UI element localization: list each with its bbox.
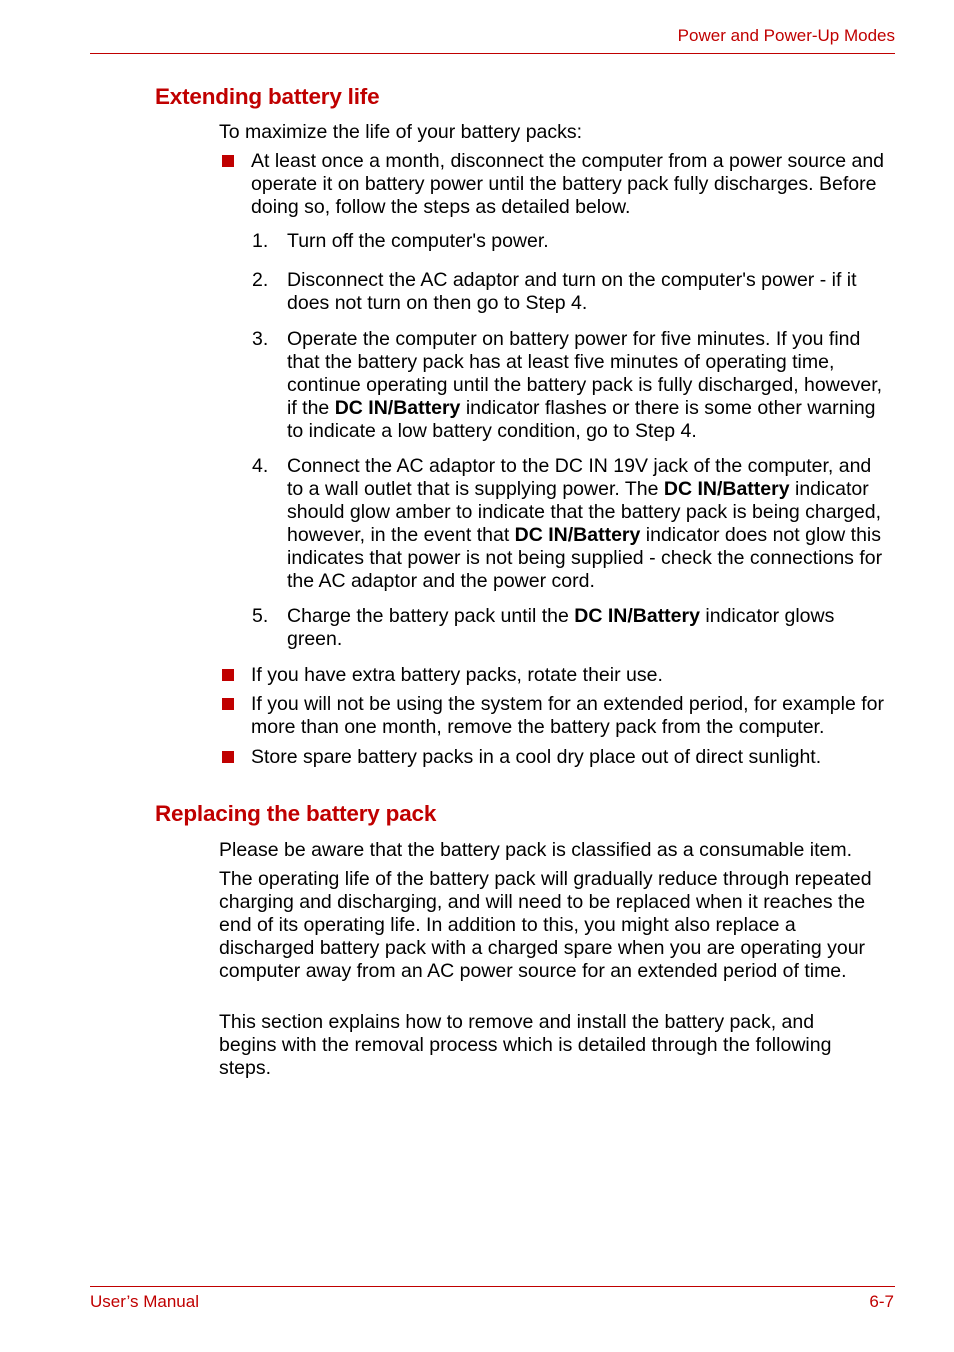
indicator-name: DC IN/Battery: [663, 478, 790, 500]
section-heading-extending-battery-life: Extending battery life: [155, 84, 380, 109]
step-text-part: Charge the battery pack until the: [287, 605, 575, 627]
square-bullet-icon: [222, 751, 234, 763]
footer-rule: [90, 1286, 895, 1287]
step-number: 1.: [252, 230, 269, 252]
square-bullet-icon: [222, 155, 234, 167]
paragraph: Please be aware that the battery pack is classified as a consumable item.: [219, 839, 852, 861]
step-text: Disconnect the AC adaptor and turn on the computer's power - if it does not turn on then go to Step 4.: [287, 269, 857, 314]
step-text: [287, 605, 877, 651]
step-text-part: indicator does not glow this indicates that power is not being supplied - check the connections for the AC adaptor and the power cord.: [287, 524, 883, 592]
bullet-item: [219, 664, 899, 687]
numbered-step: [252, 328, 892, 443]
step-text-part: indicator flashes or there is some other warning to indicate a low battery condition, go to Step 4.: [287, 397, 876, 442]
page-number: 6-7: [869, 1292, 894, 1311]
step-text: [287, 455, 887, 593]
indicator-name: DC IN/Battery: [574, 605, 700, 627]
numbered-step: [252, 230, 892, 253]
paragraph: The operating life of the battery pack will gradually reduce through repeated charging and discharging, and will need to be replaced when it reaches the end of its operating life. In addition to this, you might also replace a discharged battery pack with a charged spare when you are operating your computer away from an AC power source for an extended period of time.: [219, 868, 872, 982]
step-number: 2.: [252, 269, 269, 291]
intro-paragraph: To maximize the life of your battery packs:: [219, 121, 583, 143]
footer-manual-label: User’s Manual: [90, 1292, 199, 1311]
numbered-step: [252, 269, 892, 315]
header-rule: [90, 53, 895, 54]
bullet-text: At least once a month, disconnect the computer from a power source and operate it on battery power until the battery pack fully discharges. Before doing so, follow the steps as detailed below.: [251, 150, 885, 218]
step-text-part: Operate the computer on battery power for five minutes. If you find that the battery pack has at least five minutes of operating time, continue operating until the battery pack is fully discharged, however, if the: [287, 328, 883, 419]
numbered-step: [252, 455, 892, 593]
bullet-text: If you have extra battery packs, rotate their use.: [251, 664, 663, 686]
numbered-step: [252, 605, 892, 651]
step-number: 3.: [252, 328, 269, 350]
square-bullet-icon: [222, 698, 234, 710]
step-text: Turn off the computer's power.: [287, 230, 549, 252]
bullet-item: [219, 693, 899, 739]
paragraph: This section explains how to remove and install the battery pack, and begins with the removal process which is detailed through the following steps.: [219, 1011, 832, 1079]
bullet-text: If you will not be using the system for an extended period, for example for more than one month, remove the battery pack from the computer.: [251, 693, 885, 738]
section-heading-replacing-battery-pack: Replacing the battery pack: [155, 801, 437, 826]
step-number: 4.: [252, 455, 269, 477]
indicator-name: DC IN/Battery: [514, 524, 641, 546]
step-text-part: Connect the AC adaptor to the DC IN 19V jack of the computer, and to a wall outlet that is supplying power. The: [287, 455, 872, 500]
bullet-item: [219, 150, 899, 219]
step-number: 5.: [252, 605, 269, 627]
bullet-text: Store spare battery packs in a cool dry place out of direct sunlight.: [251, 746, 822, 768]
step-text: [287, 328, 887, 443]
step-text-part: indicator glows green.: [287, 605, 835, 650]
square-bullet-icon: [222, 669, 234, 681]
bullet-item: [219, 746, 899, 769]
running-header: Power and Power-Up Modes: [677, 26, 895, 45]
step-text-part: indicator should glow amber to indicate that the battery pack is being charged, however, in the event that: [287, 478, 882, 546]
indicator-name: DC IN/Battery: [334, 397, 461, 419]
